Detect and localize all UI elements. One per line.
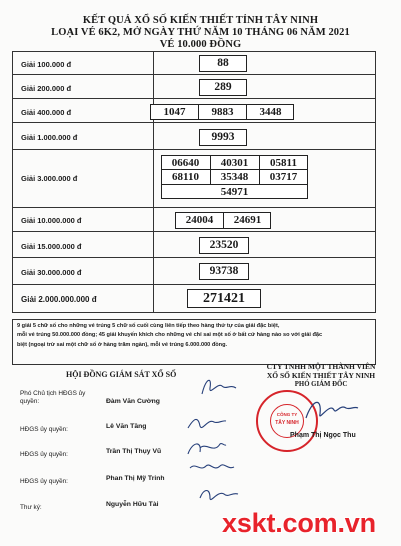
prize-rules-note [12,319,376,365]
member-name: Nguyễn Hữu Tài [106,501,159,508]
prize-label: Giải 15.000.000 đ [21,242,82,251]
prize-number: 35348 [220,171,249,183]
prize-label: Giải 30.000.000 đ [21,268,82,277]
prize-row-1m [13,123,375,150]
prize-label: Giải 200.000 đ [21,84,72,93]
note-line: mỗi vé trúng 50.000.000 đồng; 45 giải khuyến khích cho những vé chỉ sai một số ở bất cứ hàng nào so với giải đặc [17,332,323,339]
prize-row-30m [13,258,375,285]
company-name-line2: XỔ SỐ KIẾN THIẾT TÂY NINH [266,371,376,380]
prize-label: Giải 100.000 đ [21,60,72,69]
prize-label: Giải 2.000.000.000 đ [21,295,97,304]
prize-number: 05811 [270,157,297,169]
prize-row-10m [13,208,375,232]
stamp-text: TÂY NINH [275,420,299,426]
director-title: PHÓ GIÁM ĐỐC [294,381,348,388]
prize-number: 03717 [269,171,298,183]
stamp-text: CÔNG TY [276,412,298,417]
director-signature [300,392,360,428]
prize-number: 54971 [220,186,249,198]
prize-number: 88 [199,55,247,72]
signature-2 [184,412,228,434]
member-role: HĐGS ủy quyền: [20,478,68,485]
grid-line [162,184,307,185]
member-name: Lê Văn Tầng [106,423,147,430]
prize-label: Giải 400.000 đ [21,108,72,117]
watermark: xskt.com.vn [222,508,376,538]
prize-label: Giải 10.000.000 đ [21,216,82,225]
member-role: Phó Chủ tịch HĐGS ủy quyền: [20,390,86,405]
special-prize-number: 271421 [187,289,261,308]
grid-line [259,156,260,184]
member-name: Trần Thị Thụy Vũ [106,448,162,455]
member-role: HĐGS ủy quyền: [20,426,68,433]
prize-number: 93738 [199,263,249,280]
prize-number-group [150,104,294,120]
prize-number: 68110 [172,171,199,183]
prize-row-special [13,285,375,312]
grid-line [210,156,211,184]
prize-label: Giải 1.000.000 đ [21,133,78,142]
prize-number: 9883 [211,106,234,118]
sheet-title: KẾT QUẢ XỔ SỐ KIẾN THIẾT TỈNH TÂY NINH [82,15,319,26]
prize-number: 289 [199,79,247,96]
member-role: HĐGS ủy quyền: [20,451,68,458]
member-name: Phan Thị Mỹ Trinh [106,475,165,482]
grid-line [162,169,307,170]
note-line: 9 giải 5 chữ số cho những vé trúng 5 chữ số cuối cùng liên tiếp theo hàng thứ tự của giải đặc biệt, [17,323,280,329]
ticket-type-date: LOẠI VÉ 6K2, MỞ NGÀY THỨ NĂM 10 THÁNG 06 NĂM 2021 [51,27,350,38]
prize-label: Giải 3.000.000 đ [21,174,78,183]
signature-3 [184,436,228,460]
council-title: HỘI ĐỒNG GIÁM SÁT XỔ SỐ [66,370,177,379]
prize-number: 06640 [171,157,200,169]
prize-number-group [175,212,271,229]
note-line: biệt (ngoại trừ sai một chữ số ở hàng trăm ngàn), mỗi vé trúng 6.000.000 đồng. [17,341,228,348]
prize-table [12,51,376,313]
member-name: Đàm Văn Cường [106,398,160,405]
signature-4 [186,458,238,482]
prize-number: 40301 [220,157,249,169]
ticket-price: VÉ 10.000 ĐỒNG [159,39,242,50]
company-name-line1: CTY TNHH MỘT THÀNH VIÊN [266,362,376,371]
prize-number: 23520 [199,237,249,254]
prize-row-200k [13,75,375,99]
prize-number: 24691 [233,214,262,226]
signature-5 [196,484,240,506]
prize-number: 24004 [185,214,214,226]
prize-row-100k [13,52,375,75]
prize-row-3m [13,150,375,208]
member-role: Thư ký: [20,504,42,511]
prize-number: 9993 [199,129,247,146]
prize-number-grid [161,155,308,199]
signature-1 [196,374,240,402]
director-name: Phạm Thị Ngọc Thu [290,432,356,439]
prize-row-400k [13,99,375,123]
prize-number: 3448 [259,106,282,118]
prize-number: 1047 [163,106,186,118]
prize-row-15m [13,232,375,258]
